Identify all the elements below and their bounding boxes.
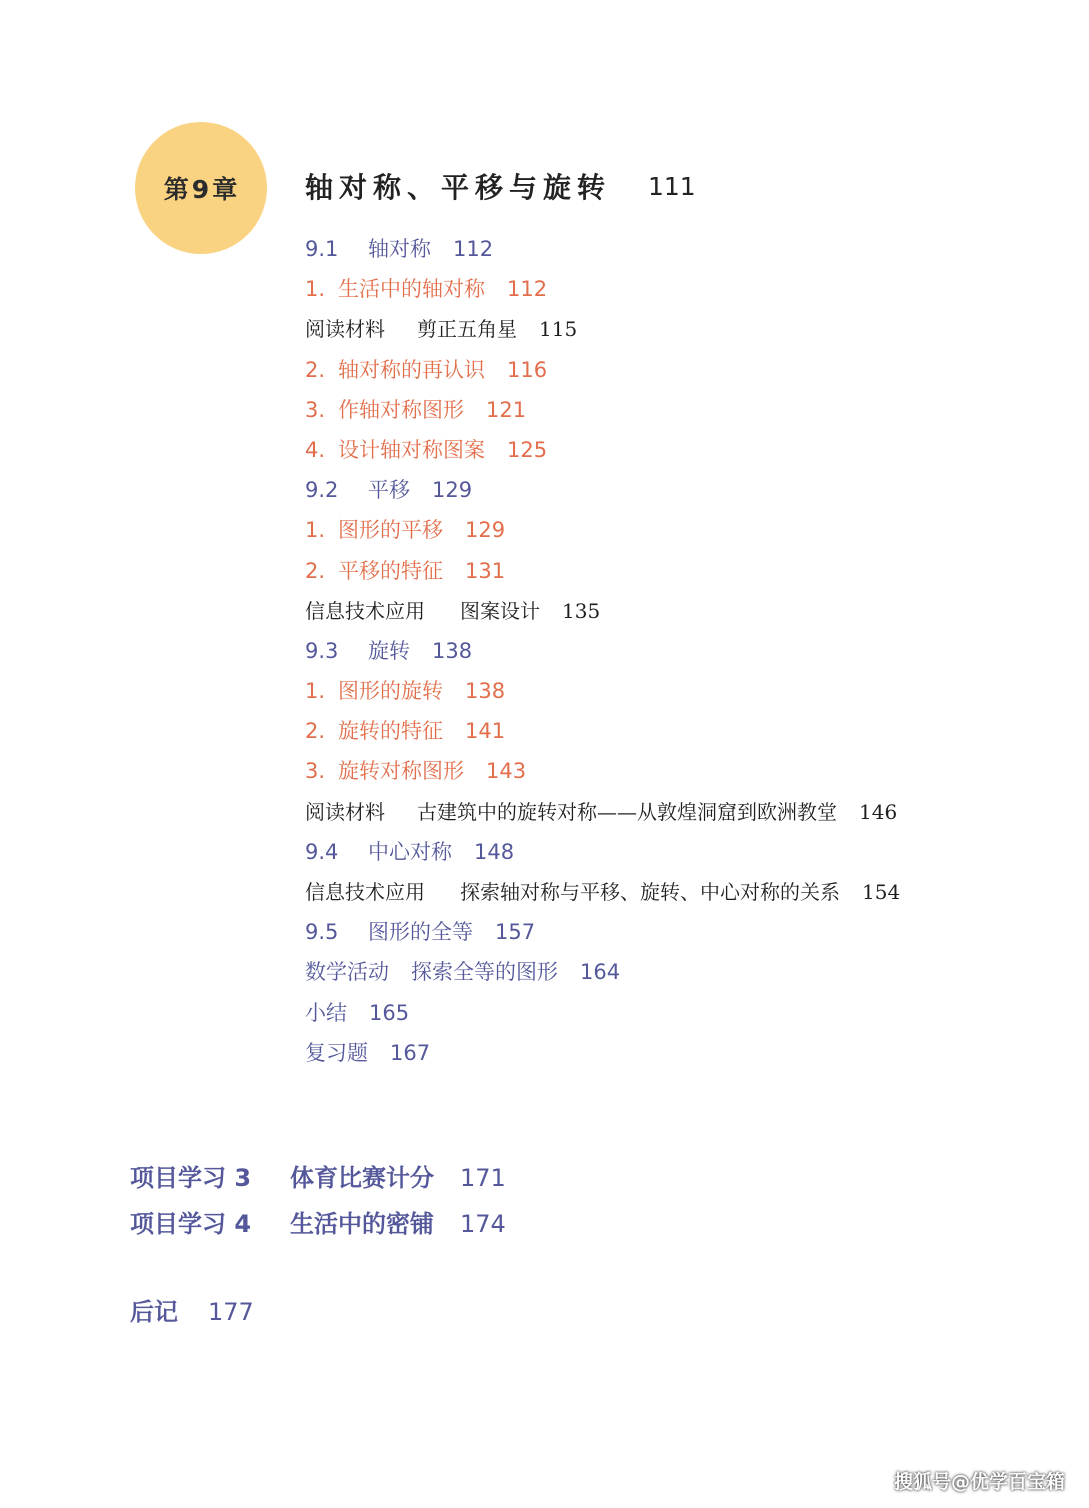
toc-entry-number: 9.2 [305, 478, 339, 503]
toc-entry-page-number: 141 [465, 719, 506, 744]
watermark: 搜狐号@优学百宝箱 [893, 1471, 1065, 1493]
toc-entry[interactable] [305, 309, 1005, 349]
toc-entry-title: 探索轴对称与平移、旋转、中心对称的关系 [460, 880, 840, 904]
project-page-number: 171 [460, 1164, 506, 1192]
toc-entry[interactable] [305, 993, 1005, 1033]
toc-entry-title: 复习题 [305, 1040, 368, 1065]
toc-entry-page-number: 165 [369, 1000, 410, 1025]
chapter-badge-label: 第9章 [163, 175, 241, 204]
toc-entry-title: 剪正五角星 [417, 317, 517, 342]
toc-entry-number: 2. [305, 558, 326, 583]
table-of-contents [305, 229, 1005, 1073]
toc-entry-page-number: 115 [539, 317, 578, 342]
toc-entry-title: 图形的全等 [368, 920, 473, 945]
toc-entry[interactable] [305, 390, 1005, 430]
project-page-number: 174 [460, 1210, 506, 1238]
toc-entry[interactable] [305, 470, 1005, 510]
toc-entry-label: 阅读材料 [305, 799, 385, 824]
project-entry-3[interactable] [130, 1158, 506, 1193]
toc-entry-page-number: 164 [580, 960, 621, 985]
toc-entry[interactable] [305, 671, 1005, 711]
toc-entry-label: 数学活动 [305, 960, 389, 985]
toc-entry-title: 图形的旋转 [338, 679, 443, 704]
toc-entry[interactable] [305, 952, 1005, 992]
toc-entry-number: 1. [305, 518, 326, 543]
toc-entry-page-number: 148 [474, 839, 515, 864]
toc-entry[interactable] [305, 430, 1005, 470]
toc-entry[interactable] [305, 711, 1005, 751]
toc-entry-page-number: 125 [507, 437, 548, 462]
toc-entry-number: 3. [305, 759, 326, 784]
toc-entry-page-number: 131 [465, 558, 506, 583]
toc-entry-title: 图案设计 [460, 598, 540, 623]
toc-entry-title: 轴对称 [368, 237, 431, 261]
chapter-title[interactable]: 轴对称、平移与旋转 [305, 171, 612, 204]
project-title: 体育比赛计分 [290, 1164, 434, 1192]
toc-entry-number: 2. [305, 357, 326, 382]
toc-entry-title: 作轴对称图形 [338, 397, 464, 422]
toc-entry-page-number: 167 [390, 1040, 431, 1065]
toc-entry-number: 9.1 [305, 237, 339, 261]
toc-entry-page-number: 138 [432, 638, 473, 663]
toc-entry-label: 信息技术应用 [305, 880, 425, 904]
toc-entry-title: 中心对称 [368, 839, 452, 864]
toc-entry[interactable] [305, 792, 1005, 832]
chapter-badge [135, 122, 267, 254]
toc-entry-page-number: 143 [486, 759, 527, 784]
toc-entry-number: 9.5 [305, 920, 339, 945]
chapter-page-number: 111 [648, 172, 696, 201]
toc-entry-number: 9.4 [305, 839, 339, 864]
toc-entry[interactable] [305, 872, 1005, 912]
toc-entry-number: 9.3 [305, 638, 339, 663]
afterword-entry[interactable] [130, 1292, 254, 1327]
toc-entry[interactable] [305, 631, 1005, 671]
toc-entry[interactable] [305, 832, 1005, 872]
toc-entry[interactable] [305, 751, 1005, 791]
toc-entry-page-number: 154 [862, 880, 901, 904]
afterword-page-number: 177 [208, 1298, 254, 1326]
toc-entry-number: 3. [305, 397, 326, 422]
toc-entry-label: 阅读材料 [305, 317, 385, 342]
toc-entry-title: 平移的特征 [338, 558, 443, 583]
toc-entry-title: 旋转 [368, 638, 410, 663]
toc-entry-title: 探索全等的图形 [411, 960, 558, 985]
toc-entry-number: 4. [305, 437, 326, 462]
toc-entry-page-number: 129 [432, 478, 473, 503]
toc-entry-title: 小结 [305, 1000, 347, 1025]
toc-entry-title: 古建筑中的旋转对称——从敦煌洞窟到欧洲教堂 [417, 799, 837, 824]
toc-entry-title: 平移 [368, 478, 410, 503]
toc-entry-title: 旋转对称图形 [338, 759, 464, 784]
toc-entry[interactable] [305, 1033, 1005, 1073]
toc-entry[interactable] [305, 591, 1005, 631]
toc-entry[interactable] [305, 912, 1005, 952]
toc-entry-number: 2. [305, 719, 326, 744]
toc-entry-title: 生活中的轴对称 [338, 277, 485, 302]
toc-entry[interactable] [305, 551, 1005, 591]
toc-entry-page-number: 157 [495, 920, 536, 945]
toc-entry-page-number: 116 [507, 357, 548, 382]
toc-entry-label: 信息技术应用 [305, 598, 425, 623]
project-label: 项目学习 3 [130, 1164, 252, 1192]
afterword-label: 后记 [130, 1298, 178, 1326]
toc-entry[interactable] [305, 510, 1005, 550]
toc-entry[interactable] [305, 229, 1005, 269]
toc-entry[interactable] [305, 350, 1005, 390]
toc-entry-page-number: 146 [859, 799, 898, 824]
project-entry-4[interactable] [130, 1204, 506, 1239]
toc-entry[interactable] [305, 269, 1005, 309]
toc-entry-title: 旋转的特征 [338, 719, 443, 744]
toc-entry-page-number: 112 [453, 237, 494, 261]
toc-entry-number: 1. [305, 679, 326, 704]
toc-entry-number: 1. [305, 277, 326, 302]
toc-entry-title: 图形的平移 [338, 518, 443, 543]
toc-entry-page-number: 135 [562, 598, 601, 623]
project-label: 项目学习 4 [130, 1210, 252, 1238]
project-title: 生活中的密铺 [290, 1210, 434, 1238]
toc-entry-page-number: 112 [507, 277, 548, 302]
toc-entry-page-number: 138 [465, 679, 506, 704]
toc-entry-page-number: 121 [486, 397, 527, 422]
toc-entry-title: 轴对称的再认识 [338, 357, 485, 382]
toc-entry-page-number: 129 [465, 518, 506, 543]
toc-entry-title: 设计轴对称图案 [338, 437, 485, 462]
